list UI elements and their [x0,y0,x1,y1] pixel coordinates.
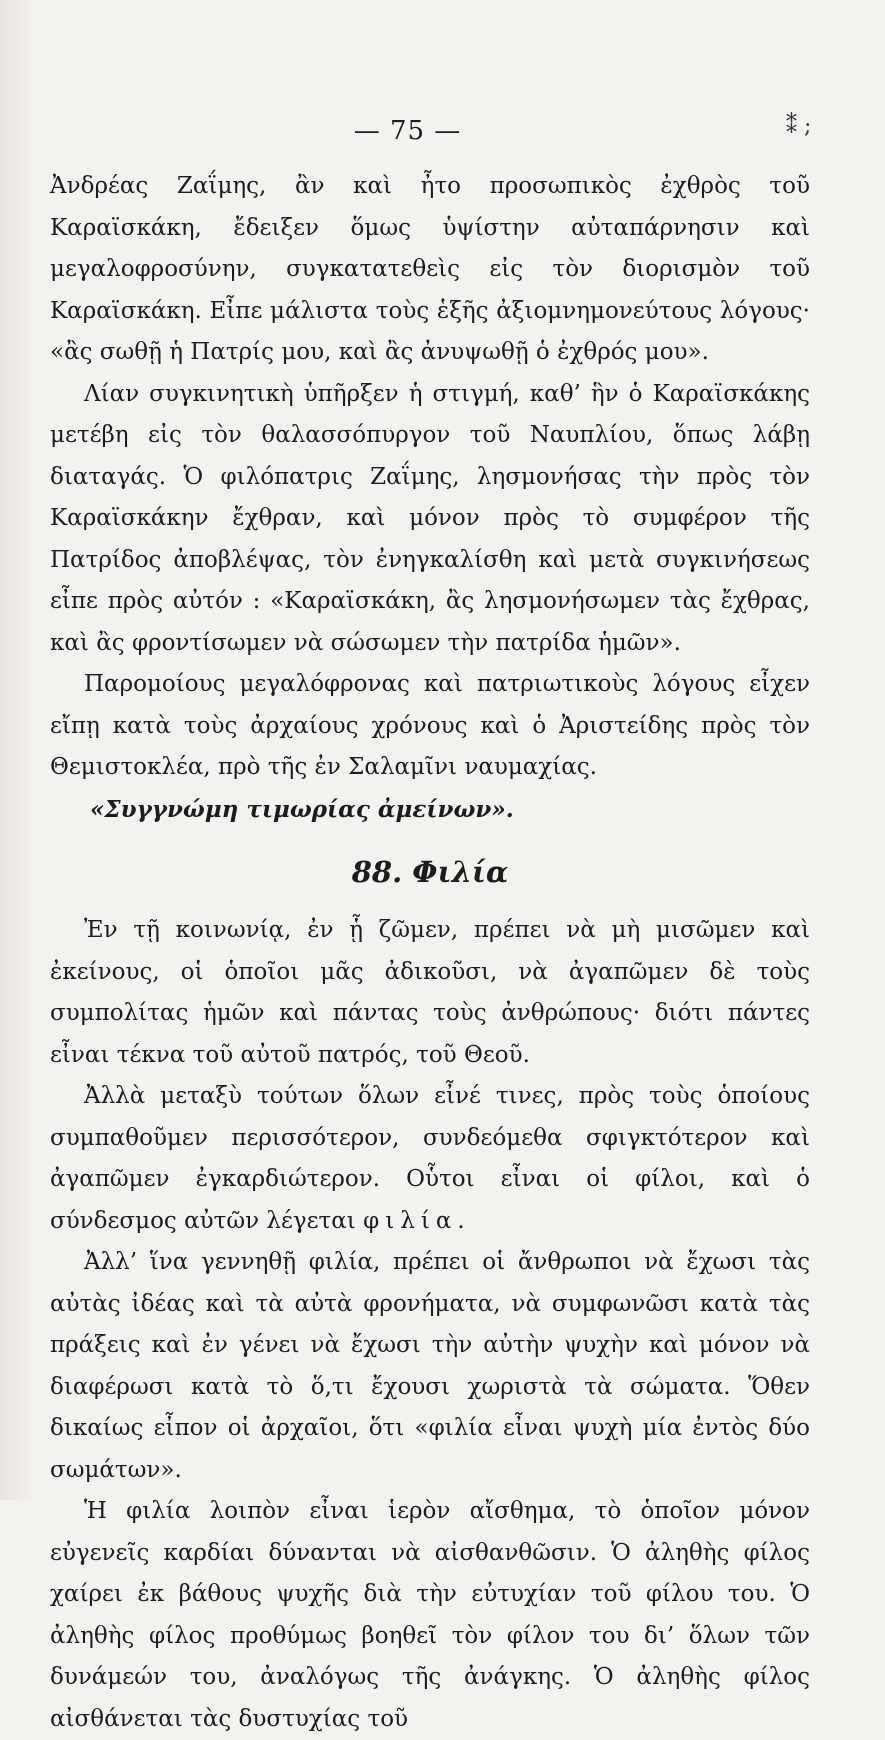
paragraph-karaiskakis-meeting: Λίαν συγκινητικὴ ὑπῆρξεν ἡ στιγμή, καθ’ ἣν ὁ Καραϊσκάκης μετέβη εἰς τὸν θαλασσόπυργον τοῦ Ναυπλίου, ὅπως λάβῃ διαταγάς. Ὁ φιλόπατρις Ζαΐμης, λησμονήσας τὴν πρὸς τὸν Καραϊσκάκην ἔχθραν, καὶ μόνον πρὸς τὸ συμφέρον τῆς Πατρίδος ἀποβλέψας, τὸν ἐνηγκαλίσθη καὶ μετὰ συγκινήσεως εἶπε πρὸς αὐτόν : «Καραϊσκάκη, ἂς λησμονήσωμεν τὰς ἔχθρας, καὶ ἂς φροντίσωμεν νὰ σώσωμεν τὴν πατρίδα ἡμῶν». [50,380,810,656]
paragraph-friends-text: Ἀλλὰ μεταξὺ τούτων ὅλων εἶνέ τινες, πρὸς τοὺς ὁποίους συμπαθοῦμεν περισσότερον, συνδεόμεθα σφιγκτότερον καὶ ἀγαπῶμεν ἐγκαρδιώτερον. Οὗτοι εἶναι οἱ φίλοι, καὶ ὁ σύνδεσμος αὐτῶν λέγεται [50,1083,810,1234]
paragraph-society: Ἐν τῇ κοινωνίᾳ, ἐν ᾗ ζῶμεν, πρέπει νὰ μὴ μισῶμεν καὶ ἐκείνους, οἱ ὁποῖοι μᾶς ἀδικοῦσι, νὰ ἀγαπῶμεν δὲ τοὺς συμπολίτας ἡμῶν καὶ πάντας τοὺς ἀνθρώπους· διότι πάντες εἶναι τέκνα τοῦ αὐτοῦ πατρός, τοῦ Θεοῦ. [50,917,810,1068]
spaced-word-filia: φιλία. [363,1207,471,1234]
section-heading-filia: 88. Φιλία [351,855,509,889]
paragraph-friends [50,1076,810,1242]
page-number: — 75 — [353,116,462,146]
page-gutter-shadow [0,0,34,1500]
paragraph-aristides: Παρομοίους μεγαλόφρονας καὶ πατριωτικοὺς λόγους εἶχεν εἴπῃ κατὰ τοὺς ἀρχαίους χρόνους καὶ ὁ Ἀριστείδης πρὸς τὸν Θεμιστοκλέα, πρὸ τῆς ἐν Σαλαμῖνι ναυμαχίας. [50,671,810,780]
paragraph-friendship-conditions: Ἀλλ’ ἵνα γεννηθῇ φιλία, πρέπει οἱ ἄνθρωποι νὰ ἔχωσι τὰς αὐτὰς ἰδέας καὶ τὰ αὐτὰ φρονήματα, νὰ συμφωνῶσι κατὰ τὰς πράξεις καὶ ἐν γένει νὰ ἔχωσι τὴν αὐτὴν ψυχὴν καὶ μόνον νὰ διαφέρωσι κατὰ τὸ ὅ,τι ἔχουσι χωριστὰ τὰ σώματα. Ὅθεν δικαίως εἶπον οἱ ἀρχαῖοι, ὅτι «φιλία εἶναι ψυχὴ μία ἐντὸς δύο σωμάτων». [50,1249,810,1483]
body-text [50,166,810,1740]
paragraph-true-friend: Ἡ φιλία λοιπὸν εἶναι ἱερὸν αἴσθημα, τὸ ὁποῖον μόνον εὐγενεῖς καρδίαι δύνανται νὰ αἰσθανθῶσιν. Ὁ ἀληθὴς φίλος χαίρει ἐκ βάθους ψυχῆς διὰ τὴν εὐτυχίαν τοῦ φίλου του. Ὁ ἀληθὴς φίλος προθύμως βοηθεῖ τὸν φίλον του δι’ ὅλων τῶν δυνάμεών του, ἀναλόγως τῆς ἀνάγκης. Ὁ ἀληθὴς φίλος αἰσθάνεται τὰς δυστυχίας τοῦ [50,1498,810,1732]
corner-ink-mark: ⁑ ; [786,114,812,139]
aristides-quote: «Συγγνώμη τιμωρίας ἀμείνων». [90,795,514,823]
paragraph-zaimis: Ἀνδρέας Ζαΐμης, ἂν καὶ ἦτο προσωπικὸς ἐχθρὸς τοῦ Καραϊσκάκη, ἔδειξεν ὅμως ὑψίστην αὐταπάρνησιν καὶ μεγαλοφροσύνην, συγκατατεθεὶς εἰς τὸν διορισμὸν τοῦ Καραϊσκάκη. Εἶπε μάλιστα τοὺς ἑξῆς ἀξιομνημονεύτους λόγους· «ἂς σωθῇ ἡ Πατρίς μου, καὶ ἂς ἀνυψωθῇ ὁ ἐχθρός μου». [50,173,810,365]
